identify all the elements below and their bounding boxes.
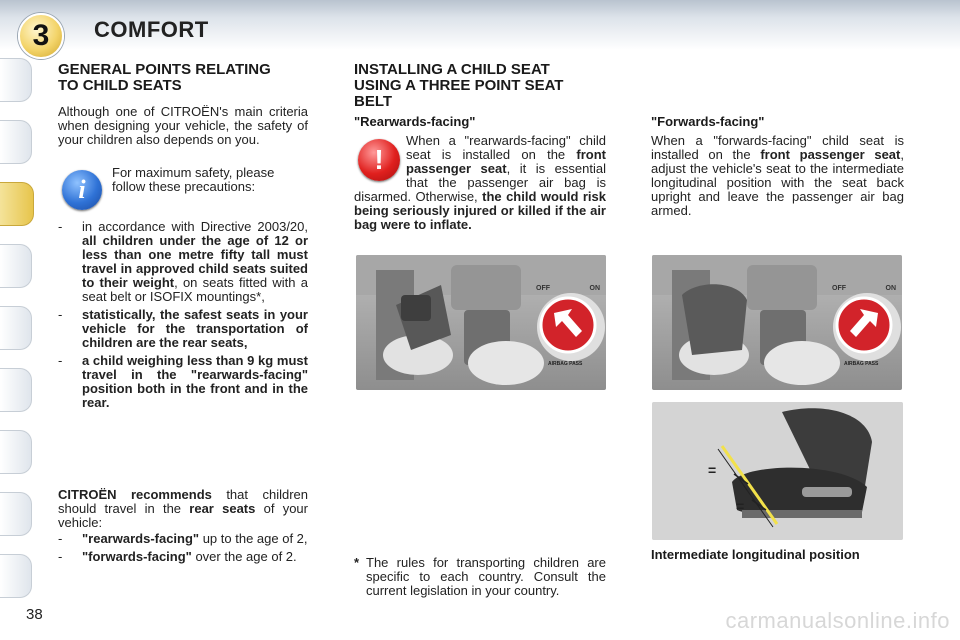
precautions-list — [58, 220, 308, 414]
chapter-tab-8[interactable] — [0, 492, 32, 536]
general-points-heading — [58, 62, 318, 94]
footnote-text: The rules for transporting children are specific to each country. Consult the current legislation in your country. — [366, 555, 606, 598]
list-item — [58, 308, 308, 350]
heading-line: INSTALLING A CHILD SEAT — [354, 61, 550, 78]
recommendation-intro — [58, 488, 308, 530]
list-dash: - — [58, 307, 63, 322]
airbag-switch-labels — [832, 285, 896, 292]
rec-item-text: over the age of 2. — [191, 549, 297, 564]
heading-line: GENERAL POINTS RELATING — [58, 61, 271, 78]
airbag-switch-off-icon — [538, 295, 602, 365]
chapter-tab-1[interactable] — [0, 58, 32, 102]
switch-on-label: ON — [885, 285, 896, 292]
chapter-tab-5[interactable] — [0, 306, 32, 350]
airbag-pass-label: AIRBAG PASS — [548, 361, 583, 367]
bullet-text: , on seats fitted with a seat belt or ISOFIX mountings*, — [82, 275, 308, 304]
rec-item-text: up to the age of 2, — [199, 531, 308, 546]
warning-bold: front passenger seat — [406, 147, 606, 176]
rearwards-facing-photo — [356, 255, 606, 390]
chapter-tab-2[interactable] — [0, 120, 32, 164]
forwards-text — [651, 134, 904, 218]
warning-bold: the child would risk being seriously injured or killed if the air bag were to inflate. — [354, 189, 606, 232]
rearwards-subheading: "Rearwards-facing" — [354, 114, 476, 129]
switch-on-label: ON — [589, 285, 600, 292]
seat-illustration — [652, 402, 903, 540]
info-text: For maximum safety, please follow these precautions: — [112, 165, 275, 194]
warning-text: When a "rearwards-facing" child seat is installed on the — [406, 133, 606, 162]
seat-position-photo — [652, 402, 903, 540]
seat-caption: Intermediate longitudinal position — [651, 547, 860, 562]
front-limit-mark: = — [708, 462, 717, 478]
list-dash: - — [58, 219, 63, 234]
bullet-bold: all children under the age of 12 or less than one metre fifty tall must travel in approved child seats suited to their weight — [82, 233, 308, 290]
bullet-text: in accordance with Directive 2003/20, — [82, 219, 308, 234]
airbag-switch-on-icon — [834, 295, 898, 365]
rearwards-warning-text — [354, 134, 606, 232]
intro-paragraph: Although one of CITROËN's main criteria when designing your vehicle, the safety of your children also depends on you. — [58, 104, 308, 147]
chapter-tab-6[interactable] — [0, 368, 32, 412]
forwards-bold: front passenger seat — [760, 147, 901, 162]
warning-icon: ! — [358, 139, 400, 181]
list-dash: - — [58, 549, 63, 564]
forwards-facing-photo — [652, 255, 902, 390]
chapter-tab-7[interactable] — [0, 430, 32, 474]
recommendation-block — [58, 488, 308, 568]
airbag-pass-label: AIRBAG PASS — [844, 361, 879, 367]
page-number: 38 — [26, 606, 43, 623]
middle-limit-mark: = — [736, 498, 745, 514]
list-item — [58, 220, 308, 304]
footnote — [354, 556, 606, 598]
chapter-tabs — [0, 58, 40, 588]
footnote-star: * — [354, 555, 360, 570]
rec-text: of your vehicle: — [58, 501, 308, 530]
installing-heading — [354, 62, 614, 110]
heading-line: USING A THREE POINT SEAT — [354, 77, 564, 94]
forwards-subheading: "Forwards-facing" — [651, 114, 765, 129]
bullet-bold: a child weighing less than 9 kg must travel in the "rearwards-facing" position both in the front and in the rear. — [82, 353, 308, 410]
list-dash: - — [58, 531, 63, 546]
heading-line: BELT — [354, 93, 393, 110]
chapter-tab-3-active[interactable] — [0, 182, 34, 226]
warning-text: , it is essential that the passenger air bag is disarmed. Otherwise, — [354, 161, 606, 204]
switch-off-label: OFF — [832, 285, 846, 292]
chapter-tab-9[interactable] — [0, 554, 32, 598]
brand-bold: CITROËN recommends — [58, 487, 212, 502]
list-item — [58, 532, 308, 546]
switch-off-label: OFF — [536, 285, 550, 292]
heading-line: TO CHILD SEATS — [58, 77, 182, 94]
rec-item-bold: "rearwards-facing" — [82, 531, 200, 546]
chapter-badge: 3 — [18, 13, 64, 59]
airbag-switch-labels — [536, 285, 600, 292]
forwards-text-part: , adjust the vehicle's seat to the intermediate longitudinal position with the seat back upright and leave the passenger air bag armed. — [651, 147, 904, 218]
watermark: carmanualsonline.info — [725, 608, 950, 633]
list-item — [58, 354, 308, 410]
warning-icon-spacer — [354, 134, 406, 188]
info-icon: i — [62, 170, 102, 210]
list-dash: - — [58, 353, 63, 368]
rec-text: that children should travel in the — [58, 487, 308, 516]
list-item — [58, 550, 308, 564]
rec-bold: rear seats — [189, 501, 256, 516]
chapter-tab-4[interactable] — [0, 244, 32, 288]
forwards-text-part: When a "forwards-facing" child seat is installed on the — [651, 133, 904, 162]
rec-item-bold: "forwards-facing" — [82, 549, 192, 564]
bullet-bold: statistically, the safest seats in your vehicle for the transportation of children are the rear seats, — [82, 307, 308, 350]
chapter-title: COMFORT — [94, 17, 209, 42]
